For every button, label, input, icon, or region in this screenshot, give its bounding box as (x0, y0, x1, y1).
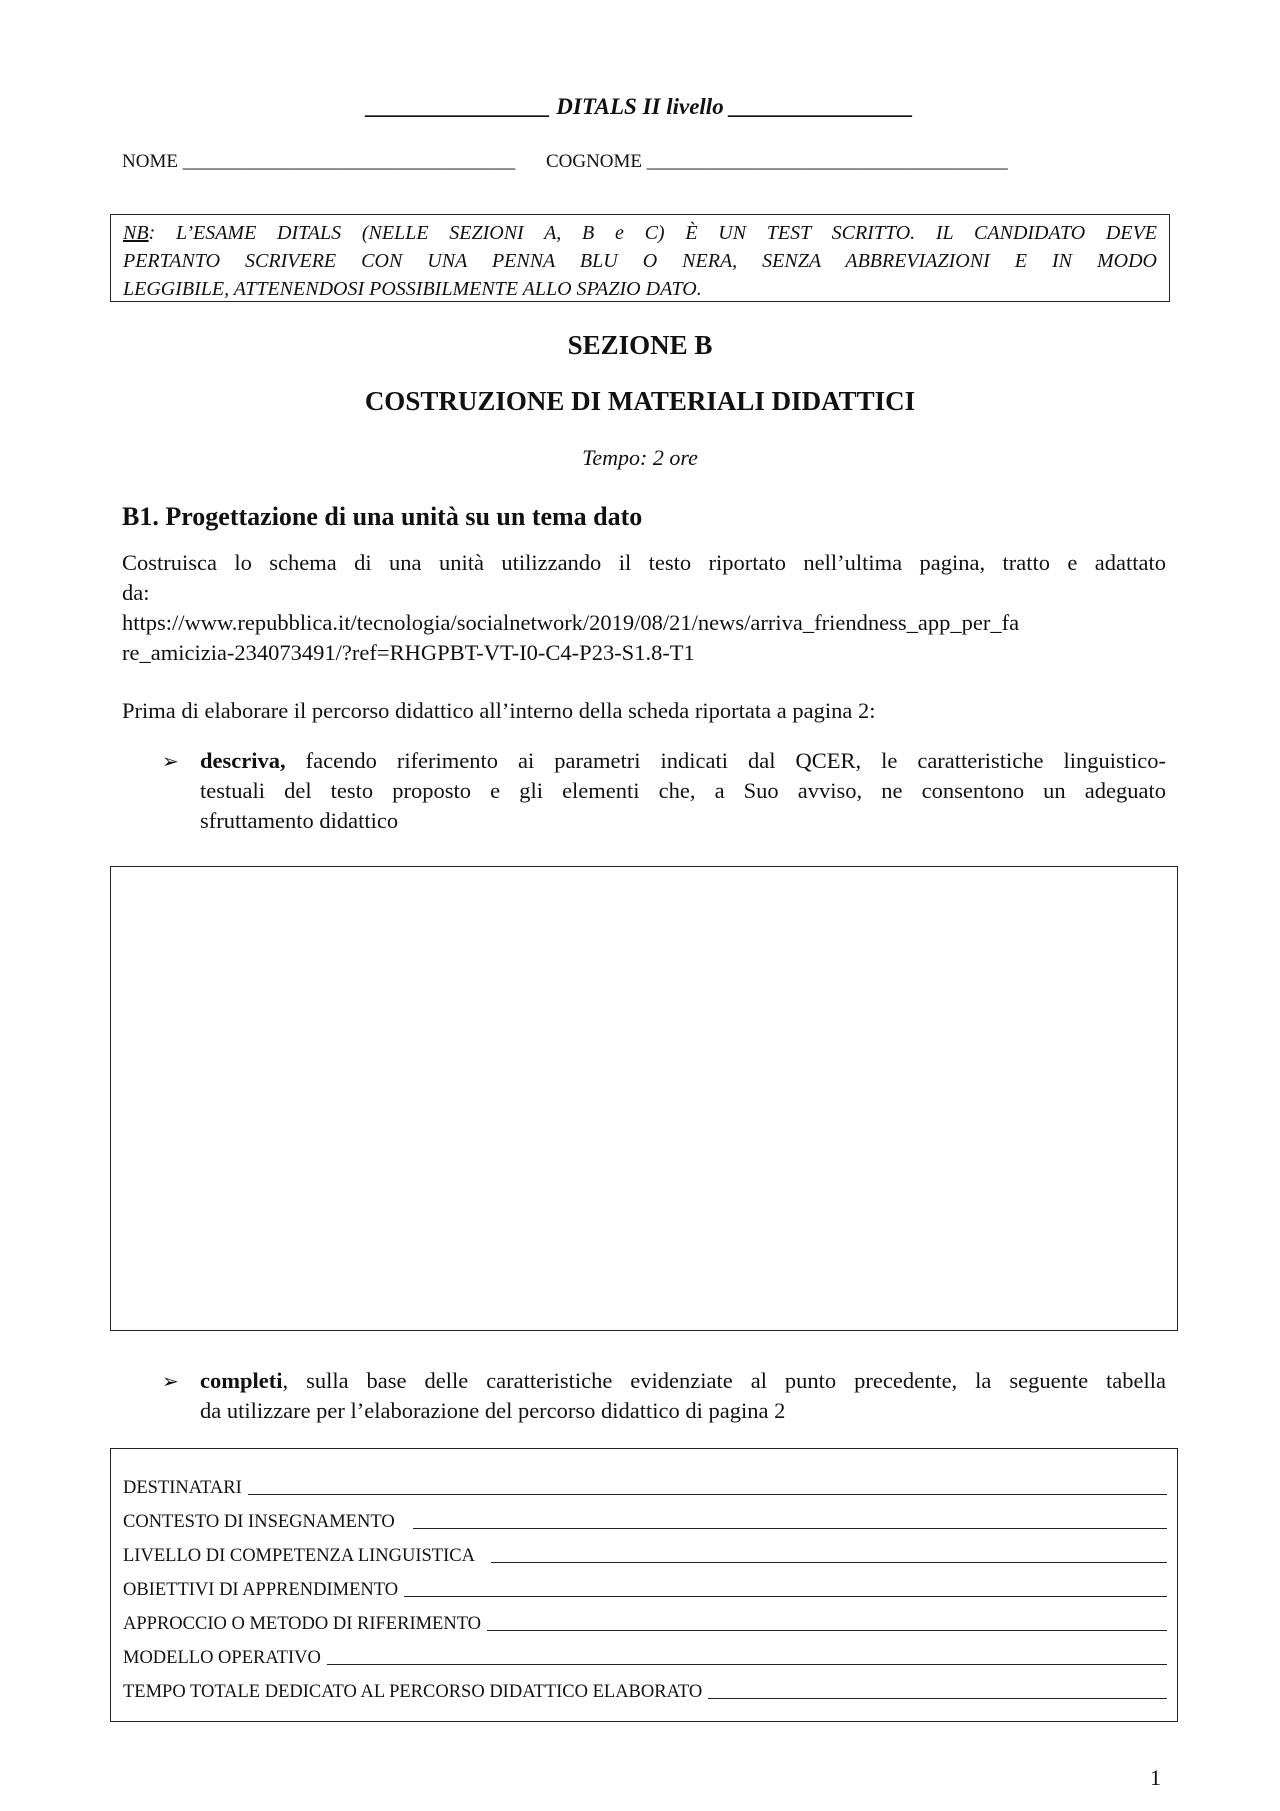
bullet-describe-line-1 (200, 746, 1166, 776)
form-label: OBIETTIVI DI APPRENDIMENTO (123, 1580, 399, 1600)
cognome-field[interactable]: ______________________________________ (646, 151, 1008, 172)
bullet-complete-line-1-text: , sulla base delle caratteristiche evidenziate al punto precedente, la seguente tabella (282, 1368, 1166, 1393)
identity-row (122, 151, 1162, 173)
bullet-complete-line-2: da utilizzare per l’elaborazione del percorso didattico di pagina 2 (200, 1398, 786, 1423)
answer-box[interactable] (110, 866, 1178, 1331)
notice-box (110, 214, 1170, 302)
task-heading: B1. Progettazione di una unità su un tema dato (122, 502, 643, 531)
section-title: SEZIONE B (567, 330, 713, 360)
form-label: APPROCCIO O METODO DI RIFERIMENTO (123, 1614, 482, 1634)
section-subtitle: COSTRUZIONE DI MATERIALI DIDATTICI (364, 386, 916, 416)
form-fill-line[interactable] (248, 1472, 1167, 1495)
form-fill-line[interactable] (404, 1574, 1167, 1597)
exam-header: ________________ DITALS II livello ________________ (366, 94, 914, 119)
form-label: LIVELLO DI COMPETENZA LINGUISTICA (123, 1546, 475, 1566)
form-row-modello (123, 1639, 1167, 1669)
form-fill-line[interactable] (487, 1608, 1167, 1631)
form-label: MODELLO OPERATIVO (123, 1648, 321, 1668)
form-fill-line[interactable] (491, 1540, 1167, 1563)
notice-line-3: LEGGIBILE, ATTENENDOSI POSSIBILMENTE ALLO SPAZIO DATO. (123, 278, 702, 300)
form-label: CONTESTO DI INSEGNAMENTO (123, 1512, 395, 1532)
nb-tag: NB (123, 222, 149, 244)
arrow-bullet-icon: ➢ (162, 1369, 179, 1393)
form-row-destinatari (123, 1469, 1167, 1499)
nome-label: NOME (122, 151, 178, 172)
form-row-obiettivi (123, 1571, 1167, 1601)
form-label: DESTINATARI (123, 1478, 242, 1498)
notice-line-1-text: : L’ESAME DITALS (NELLE SEZIONI A, B e C) È UN TEST SCRITTO. IL CANDIDATO DEVE (148, 222, 1157, 244)
arrow-bullet-icon: ➢ (162, 749, 179, 773)
form-row-livello (123, 1537, 1167, 1567)
form-row-tempo (123, 1673, 1167, 1703)
bullet-complete (162, 1366, 1166, 1426)
nome-field[interactable]: ___________________________________ (182, 151, 516, 172)
task-intro-line-2: da: (122, 580, 150, 605)
bullet-describe-line-3: sfruttamento didattico (200, 808, 399, 833)
source-url-line-2: re_amicizia-234073491/?ref=RHGPBT-VT-I0-C4-P23-S1.8-T1 (122, 640, 695, 665)
form-label: TEMPO TOTALE DEDICATO AL PERCORSO DIDATTICO ELABORATO (123, 1682, 703, 1702)
bullet-complete-text (200, 1366, 1166, 1426)
form-row-contesto (123, 1503, 1167, 1533)
notice-line-2: PERTANTO SCRIVERE CON UNA PENNA BLU O NERA, SENZA ABBREVIAZIONI E IN MODO (123, 250, 1157, 272)
time-allowed: Tempo: 2 ore (582, 445, 698, 470)
planning-form (110, 1448, 1178, 1722)
bullet-describe-text (200, 746, 1166, 836)
bullet-complete-line-1 (200, 1366, 1166, 1396)
cognome-label: COGNOME (545, 151, 643, 172)
notice-line-1 (123, 219, 1157, 247)
bullet-describe-line-1-text: facendo riferimento ai parametri indicati dal QCER, le caratteristiche linguistico- (285, 748, 1166, 773)
source-url-line-1: https://www.repubblica.it/tecnologia/socialnetwork/2019/08/21/news/arriva_friendness_app_per_fa (122, 610, 1020, 635)
form-fill-line[interactable] (413, 1506, 1167, 1529)
task-intro-line-1: Costruisca lo schema di una unità utilizzando il testo riportato nell’ultima pagina, tratto e adattato (122, 550, 1166, 575)
bullet-describe-line-2: testuali del testo proposto e gli elementi che, a Suo avviso, ne consentono un adeguato (200, 778, 1166, 803)
task-before-text: Prima di elaborare il percorso didattico all’interno della scheda riportata a pagina 2: (122, 698, 876, 723)
form-fill-line[interactable] (708, 1676, 1167, 1699)
bullet-describe-bold: descriva, (200, 748, 286, 773)
task-intro (122, 548, 1166, 668)
bullet-complete-bold: completi (200, 1368, 283, 1393)
form-row-approccio (123, 1605, 1167, 1635)
page-number: 1 (1150, 1765, 1161, 1790)
bullet-describe (162, 746, 1166, 836)
form-fill-line[interactable] (327, 1642, 1167, 1665)
